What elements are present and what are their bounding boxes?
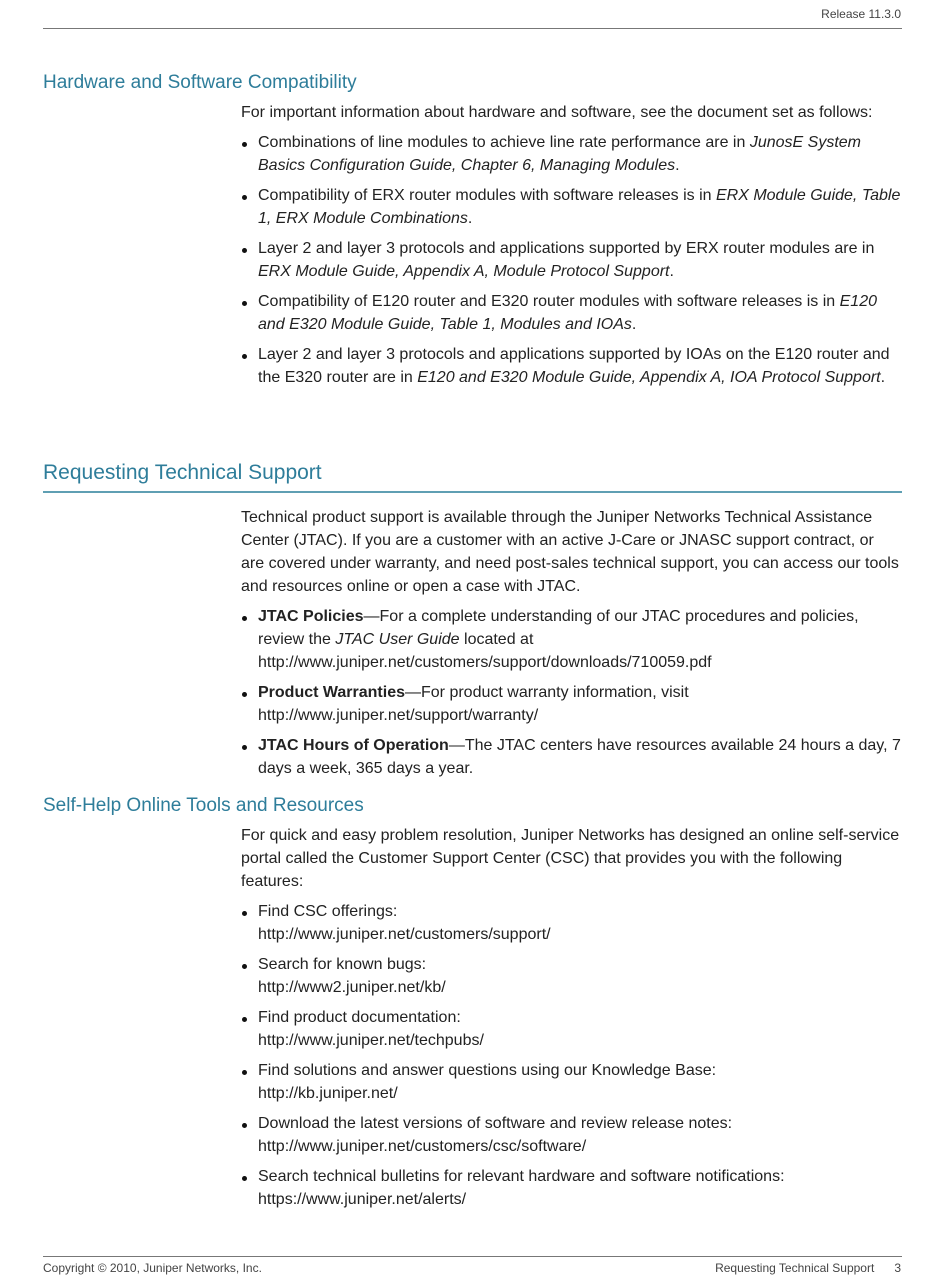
selfhelp-title: Self-Help Online Tools and Resources	[43, 795, 364, 816]
list-item: Find CSC offerings: http://www.juniper.net/customers/support/	[241, 900, 901, 946]
software-link[interactable]: http://www.juniper.net/customers/csc/software/	[258, 1138, 587, 1155]
item-heading: JTAC Hours of Operation	[258, 737, 449, 754]
techpubs-link[interactable]: http://www.juniper.net/techpubs/	[258, 1032, 484, 1049]
release-label: Release 11.3.0	[821, 7, 901, 21]
doc-reference: ERX Module Guide, Appendix A, Module Protocol Support	[258, 263, 670, 280]
support-intro: Technical product support is available through the Juniper Networks Technical Assistance Center (JTAC). If you are a customer with an active J-Care or JNASC support contract, or are covered under warranty, and need post-sales technical support, you can access our tools and resources online or open a case with JTAC.	[241, 509, 899, 595]
list-item: Find product documentation: http://www.juniper.net/techpubs/	[241, 1006, 901, 1052]
list-item: Search for known bugs: http://www2.juniper.net/kb/	[241, 953, 901, 999]
support-body	[241, 506, 901, 787]
list-item: Compatibility of ERX router modules with software releases is in ERX Module Guide, Table 1, ERX Module Combinations.	[241, 184, 901, 230]
item-heading: JTAC Policies	[258, 608, 364, 625]
list-item: Search technical bulletins for relevant hardware and software notifications: https://www.juniper.net/alerts/	[241, 1165, 901, 1211]
warranty-link[interactable]: http://www.juniper.net/support/warranty/	[258, 707, 539, 724]
list-item: Combinations of line modules to achieve line rate performance are in JunosE System Basics Configuration Guide, Chapter 6, Managing Modules.	[241, 131, 901, 177]
support-list	[241, 605, 901, 780]
doc-reference: JTAC User Guide	[335, 631, 460, 648]
copyright: Copyright © 2010, Juniper Networks, Inc.	[43, 1261, 262, 1275]
bugs-link[interactable]: http://www2.juniper.net/kb/	[258, 979, 446, 996]
doc-reference: E120 and E320 Module Guide, Appendix A, IOA Protocol Support	[417, 369, 881, 386]
kb-link[interactable]: http://kb.juniper.net/	[258, 1085, 398, 1102]
footer-info	[715, 1261, 901, 1275]
footer-rule	[43, 1256, 902, 1257]
list-item: Layer 2 and layer 3 protocols and applications supported by IOAs on the E120 router and the E320 router are in E120 and E320 Module Guide, Appendix A, IOA Protocol Support.	[241, 343, 901, 389]
csc-link[interactable]: http://www.juniper.net/customers/support/	[258, 926, 551, 943]
list-item: Product Warranties—For product warranty information, visit http://www.juniper.net/support/warranty/	[241, 681, 901, 727]
compat-intro: For important information about hardware and software, see the document set as follows:	[241, 104, 873, 121]
support-title: Requesting Technical Support	[43, 461, 322, 484]
selfhelp-list	[241, 900, 901, 1211]
list-item: JTAC Policies—For a complete understanding of our JTAC procedures and policies, review the JTAC User Guide located at http://www.juniper.net/customers/support/downloads/710059.pdf	[241, 605, 901, 674]
policy-link[interactable]: http://www.juniper.net/customers/support/downloads/710059.pdf	[258, 654, 712, 671]
doc-reference: JunosE System Basics Configuration Guide, Chapter 6, Managing Modules	[258, 134, 861, 174]
header-rule	[43, 28, 902, 29]
list-item: Layer 2 and layer 3 protocols and applications supported by ERX router modules are in ERX Module Guide, Appendix A, Module Protocol Support.	[241, 237, 901, 283]
compat-body	[241, 101, 901, 396]
doc-reference: ERX Module Guide, Table 1, ERX Module Combinations	[258, 187, 901, 227]
support-title-rule	[43, 491, 902, 493]
item-heading: Product Warranties	[258, 684, 405, 701]
compat-list	[241, 131, 901, 389]
list-item: Download the latest versions of software and review release notes: http://www.juniper.net/customers/csc/software/	[241, 1112, 901, 1158]
list-item: JTAC Hours of Operation—The JTAC centers have resources available 24 hours a day, 7 days a week, 365 days a year.	[241, 734, 901, 780]
list-item: Find solutions and answer questions using our Knowledge Base: http://kb.juniper.net/	[241, 1059, 901, 1105]
page-number: 3	[894, 1261, 901, 1275]
selfhelp-intro: For quick and easy problem resolution, Juniper Networks has designed an online self-service portal called the Customer Support Center (CSC) that provides you with the following features:	[241, 827, 900, 890]
compat-title: Hardware and Software Compatibility	[43, 72, 357, 93]
footer-section: Requesting Technical Support	[715, 1261, 875, 1275]
doc-reference: E120 and E320 Module Guide, Table 1, Modules and IOAs	[258, 293, 877, 333]
list-item: Compatibility of E120 router and E320 router modules with software releases is in E120 and E320 Module Guide, Table 1, Modules and IOAs.	[241, 290, 901, 336]
alerts-link[interactable]: https://www.juniper.net/alerts/	[258, 1191, 467, 1208]
selfhelp-body	[241, 824, 901, 1218]
